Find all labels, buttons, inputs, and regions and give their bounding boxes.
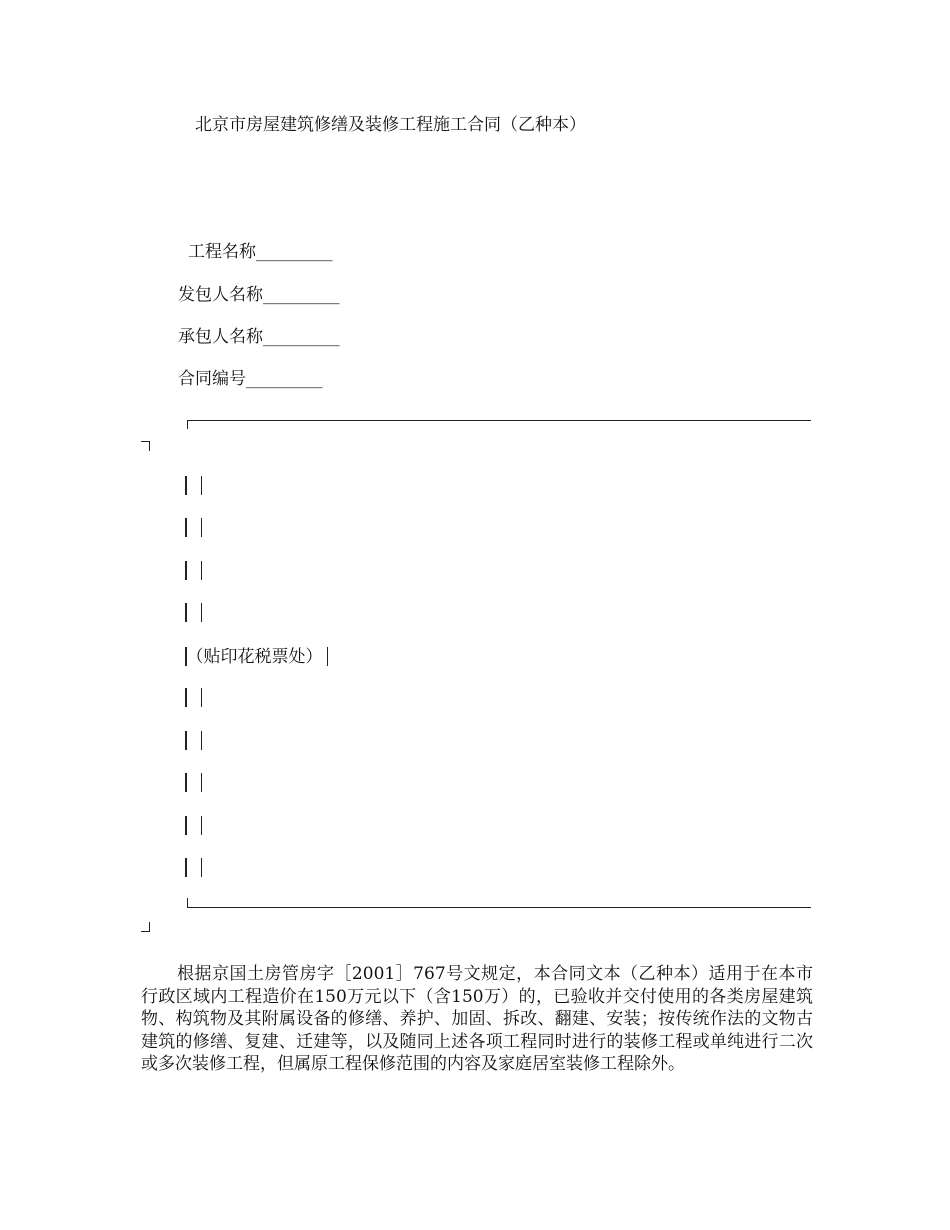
stamp-box-row bbox=[185, 686, 202, 708]
stamp-box-row bbox=[185, 474, 202, 496]
contract-number-field: 合同编号_________ bbox=[178, 369, 323, 389]
employer-name-field: 发包人名称_________ bbox=[178, 285, 340, 305]
stamp-box-top-left-corner bbox=[187, 420, 188, 429]
stamp-box-row bbox=[185, 771, 202, 793]
stamp-box-row bbox=[185, 601, 202, 623]
stamp-box-row bbox=[185, 856, 202, 878]
stamp-box-row bbox=[185, 516, 202, 538]
stamp-box-row bbox=[185, 729, 202, 751]
page-title: 北京市房屋建筑修缮及装修工程施工合同（乙种本） bbox=[195, 115, 586, 135]
stamp-box-bottom-right-corner bbox=[141, 922, 150, 932]
stamp-box-top-border bbox=[187, 420, 811, 421]
applicability-paragraph: 根据京国土房管房字［2001］767号文规定，本合同文本（乙种本）适用于在本市行政区域内工程造价在150万元以下（含150万）的，已验收并交付使用的各类房屋建筑物、构筑物及其附属设备的修缮、养护、加固、拆改、翻建、安装；按传统作法的文物古建筑的修缮、复建、迁建等，以及随同上述各项工程同时进行的装修工程或单纯进行二次或多次装修工程，但属原工程保修范围的内容及家庭居室装修工程除外。 bbox=[141, 964, 813, 1074]
stamp-box-label-row bbox=[185, 645, 328, 667]
stamp-box-row bbox=[185, 559, 202, 581]
stamp-box-row bbox=[185, 814, 202, 836]
stamp-box-bottom-border bbox=[187, 907, 811, 908]
stamp-box-label: （贴印花税票处） bbox=[186, 646, 323, 667]
project-name-field: 工程名称_________ bbox=[188, 242, 333, 262]
stamp-box-top-right-corner bbox=[141, 441, 150, 451]
contractor-name-field: 承包人名称_________ bbox=[178, 327, 340, 347]
stamp-box-bottom-left-corner bbox=[187, 898, 188, 907]
